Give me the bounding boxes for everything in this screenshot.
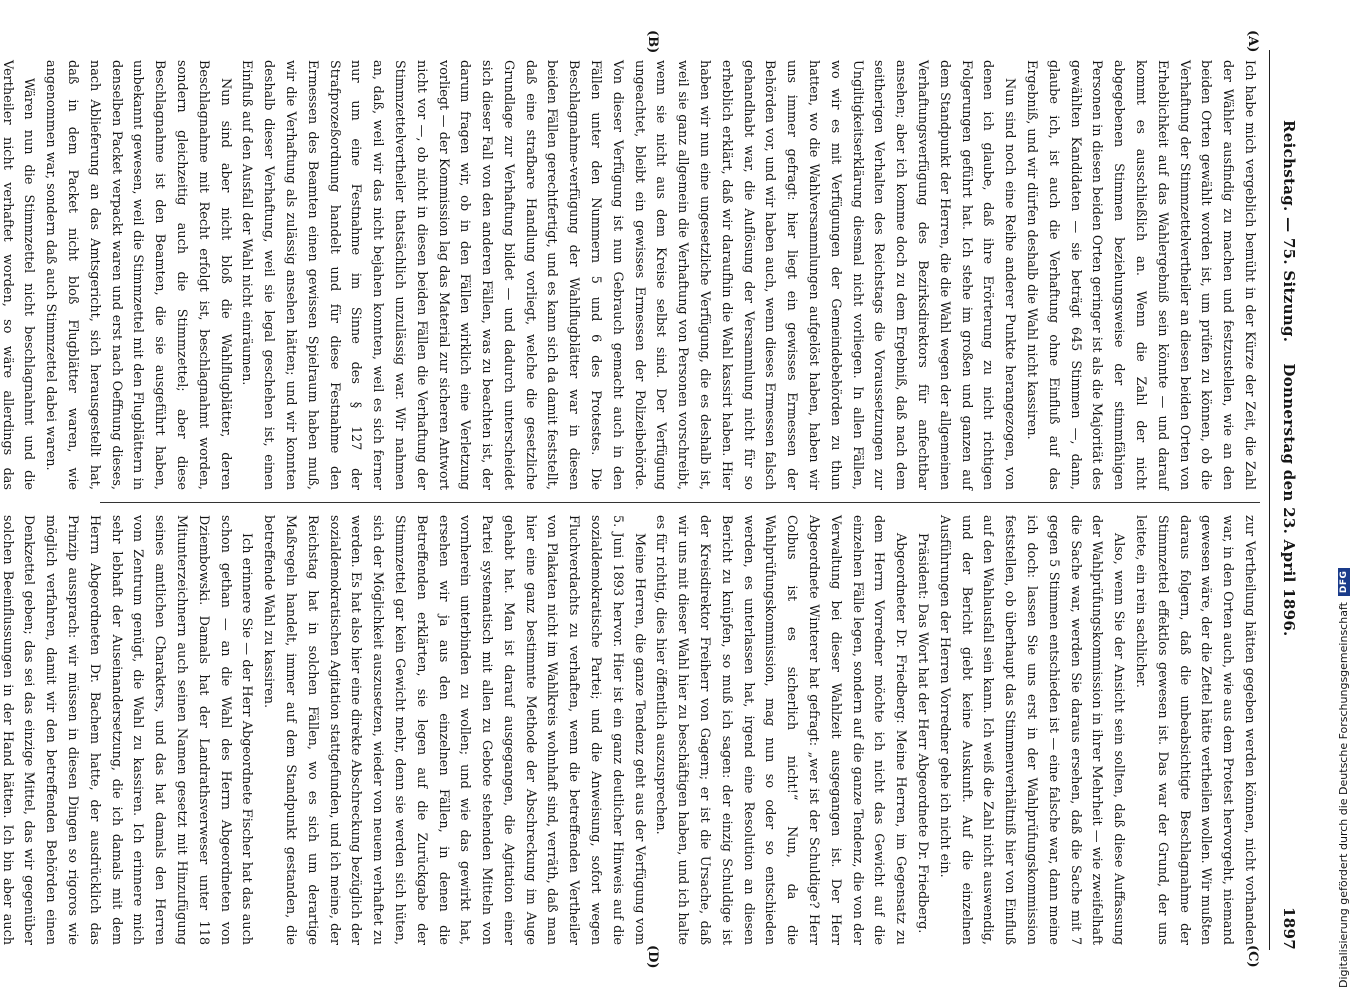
paragraph: Meine Herren, die ganze Tendenz geht aus der Verfügung vom 5. Juni 1893 hervor. Hier ist ein ganz deutlicher Hinweis auf die sozialdemokratische Partei; und die Anweisung, sofort wegen Fluchverdachts zu verhaften, wenn die betreffenden Vertheiler von Plakaten nicht im Wahlkreis wohnhaft sind, verräth, daß man hier eine ganz bestimmte Methode der Abschreckung im Auge gehabt hat. Man ist darauf ausgegangen, die Agitation einer Partei systematisch mit allen zu Gebote stehenden Mitteln von vornherein unterbinden zu wollen; und wie das gewirkt hat, ersehen wir ja aus den einzelnen Fällen, in denen die Betreffenden erklärten, sie legen auf die Zurückgabe der Stimmzettel gar kein Gewicht mehr, denn sie werden sich hüten, sich der Möglichkeit auszusetzen, wieder von neuem verhaftet zu werden. Es hat also hier eine direkte Abschreckung bezüglich der sozialdemokratischen Agitation stattgefunden, und ich meine, der Reichstag hat in solchen Fällen, wo es sich um derartige Maßregeln handelt, immer auf dem Standpunkt gestanden, die betreffende Wahl zu kassiren. (261, 515, 647, 945)
left-text-column (0, 60, 1260, 490)
paragraph: Nun sind noch eine Reihe anderer Punkte herangezogen, von denen ich glaube, daß ihre Erörterung zu nicht richtigen Folgerungen geführt hat. Ich stehe im großen und ganzen auf dem Standpunkt der Herren, die die Wahl wegen der allgemeinen Verhaftungsverfügung des Bezirksdirektors für anfechtbar ansehen; aber ich komme doch zu dem Ergebniß, daß nach dem seitherigen Verhalten des Reichstags die Voraussetzungen zur Ungiltigkeitserklärung diesmal nicht vorliegen. In allen Fällen, wo wir es mit Verfügungen der Gemeindebehörden zu thun hatten, wo die Wahlversammlungen aufgelöst haben, haben wir uns immer gefragt: hier liegt ein gewisses Ermessen der Behörden vor, und wir haben auch, wenn dieses Ermessen falsch gehandhabt war, die Auflösung der Versammlung nicht für so erheblich erklärt, daß wir daraufhin die Wahl kassirt haben. Hier haben wir nun eine ungesetzliche Verfügung, die es deshalb ist, weil sie ganz allgemein die Verhaftung von Personen vorschreibt, wenn sie nicht aus dem Kreise selbst sind. Der Verfügung ungeachtet, bleibt ein gewisses Ermessen der Polizeibehörde. Von dieser Verfügung ist nun Gebrauch gemacht auch in den Fällen unter den Nummern 5 und 6 des Protestes. Die Beschlagnahme-verfügung der Wahlflugblätter war in diesen beiden Fällen gerechtfertigt, und es kann sich da damit feststellt, daß eine strafbare Handlung vorliegt, welche die gesetzliche Grundlage zur Verhaftung bildet — und dadurch unterscheidet sich dieser Fall von den anderen Fällen, was zu beachten ist, der darum fragen wir, ob in den Fällen wirklich eine Verletzung vorliegt — der Kommission lag das Material zur sicheren Antwort nicht vor —, ob nicht in diesen beiden Fällen die Verhaftung der Stimmzettelvertheiler thatsächlich unzulässig war. Wir nahmen an, daß, weil wir das nicht bejahen konnten, weil es sich ferner nur um eine Festnahme im Sinne des § 127 der Strafprozeßordnung handelt und für diese Festnahme den Ermessen des Beamten einen gewissen Spielraum haben muß, wir die Verhaftung als zulässig ansehen hätten; und wir konnten deshalb dieser Verhaftung, weil sie legal geschehen ist, einen Einfluß auf den Ausfall der Wahl nicht einräumen. (239, 60, 1018, 490)
speaker-line-president: Präsident: Das Wort hat der Herr Abgeordnete Dr. Friedberg. (915, 533, 931, 934)
header-session: Reichstag. — 75. Sitzung. (1280, 120, 1298, 343)
paragraph: Nun sind aber nicht bloß die Wahlflugblätter, deren Beschlagnahme mit Recht erfolgt ist, beschlagnahmt worden, sondern gleichzeitig auch die Stimmzettel; aber diese Beschlagnahme ist den Beamten, die sie ausgeführt haben, unbekannt gewesen, weil die Stimmzettel mit den Flugblättern in denselben Packet verpackt waren und erst nach Oeffnung dieses, nach Ablieferung an das Amtsgericht, sich herausgestellt hat, daß in dem Packet nicht bloß Flugblätter waren, wie angenommen war, sondern daß auch Stimmzettel dabei waren. (43, 60, 233, 490)
paragraph: Ich erinnere Sie — der Herr Abgeordnete Fischer hat das auch schon gethan — an die Wahl des Herrn Abgeordneten von Dziembowski. Damals hat der Landrathsverweser unter 118 Mitunterzeichnern auch seinen Namen gesetzt mit Hinzufügung seines amtlichen Charakters, und das hat damals den Herren vom Zentrum genügt, die Wahl zu kassiren. Ich erinnere mich sehr lebhaft der Auseinandersetzung, die ich damals mit dem Herrn Abgeordneten Dr. Bachem hatte, der ausdrücklich das Prinzip aussprach: wir müssen in diesen Dingen so rigoros wie möglich verfahren, damit wir den betreffenden Behörden einen Denkzettel geben; das sei das einzige Mittel, das wir gegenüber solchen Beeinflussungen in der Hand hätten. Ich bin aber auch (0, 515, 255, 945)
header-date: Donnerstag den 23. April 1896. (1280, 363, 1298, 637)
rotated-document-page (0, 20, 1300, 980)
paragraph: Also, wenn Sie der Ansicht sein sollten, daß diese Auffassung der Wahlprüfungskommission in ihrer Mehrheit — wie zweifelhaft die Sache war, werden Sie daraus ersehen, daß die Sache mit 7 gegen 5 Stimmen entschieden ist — eine falsche war, dann meine ich doch: lassen Sie uns erst in der Wahlprüfungskommission feststellen, ob überhaupt das Stimmenverhältniß hier von Einfluß auf den Wahlausfall sein kann. Ich weiß die Zahl nicht auswendig, und der Bericht giebt keine Auskunft. Auf die einzelnen Ausführungen der Herren Vorredner gehe ich nicht ein. (936, 515, 1127, 945)
paragraph: Ich habe mich vergeblich bemüht in der Kürze der Zeit, die Zahl der Wähler ausfindig zu machen und festzustellen, wie an den beiden Orten gewählt worden ist, um prüfen zu können, ob die Verhaftung der Stimmzettelvertheiler an diesen beiden Orten von Erheblichkeit auf das Wahlergebniß sein könnte — und darauf kommt es ausschließlich an. Wenn die Zahl der nicht abgegebenen Stimmen beziehungsweise der stimmfähigen Personen in diesen beiden Orten geringer ist als die Majorität des gewählten Kandidaten — sie beträgt 645 Stimmen —, dann, glaube ich, ist auch die Verhaftung ohne Einfluß auf das Ergebniß, und wir dürfen deshalb die Wahl nicht kassiren. (1024, 60, 1257, 490)
credit-text: Digitalisierung gefördert durch die Deutsche Forschungsgemeinschaft (1337, 602, 1350, 988)
paragraph: zur Vertheilung hätten gegeben werden können, nicht vorhanden war, in den Orten auch, wie aus dem Protest hervorgeht, niemand gewesen wäre, der die Zettel hätte vertheilen wollen. Wir mußten daraus folgern, daß die unbeabsichtigte Beschlagnahme der Stimmzettel effektlos gewesen ist. Das war der Grund, der uns leitete, ein rein sachlicher. (1133, 515, 1257, 945)
header-rule (1269, 50, 1270, 950)
speech-friedberg: Abgeordneter Dr. Friedberg: Meine Herren, im Gegensatz zu dem Herrn Vorredner möchte ich nicht das Gewicht auf die einzelnen Fälle legen, sondern auf die ganze Tendenz, die von der Verwaltung bei dieser Wahlzeit ausgegangen ist. Der Herr Abgeordnete Winterer hat gefragt: „wer ist der Schuldige? Herr Colbus ist es sicherlich nicht!“ Nun, da die Wahlprüfungskommission, mag nun so oder so entschieden werden, es unterlassen hat, irgend eine Resolution an diesen Bericht zu knüpfen, so muß ich sagen: der einzig Schuldige ist der Kreisdirektor Freiherr von Gagern; er ist die Ursache, daß wir uns mit dieser Wahl hier zu beschäftigen haben, und ich halte es für richtig, dies hier öffentlich auszusprechen. (653, 515, 909, 945)
dfg-logo: DFG (1338, 568, 1350, 597)
digitization-credit (1337, 568, 1350, 988)
margin-marker-b: (B) (645, 30, 660, 54)
running-header (1274, 50, 1298, 950)
margin-marker-a: (A) (1245, 30, 1260, 53)
column-divider (100, 502, 1260, 503)
page-number: 1897 (1280, 907, 1298, 950)
margin-marker-c: (C) (1245, 945, 1260, 968)
right-text-column (0, 515, 1260, 945)
margin-marker-d: (D) (645, 945, 660, 969)
paragraph: Wären nun die Stimmzettel nicht beschlagnahmt und die Vertheiler nicht verhaftet worden, so wäre allerdings das (0, 60, 37, 490)
